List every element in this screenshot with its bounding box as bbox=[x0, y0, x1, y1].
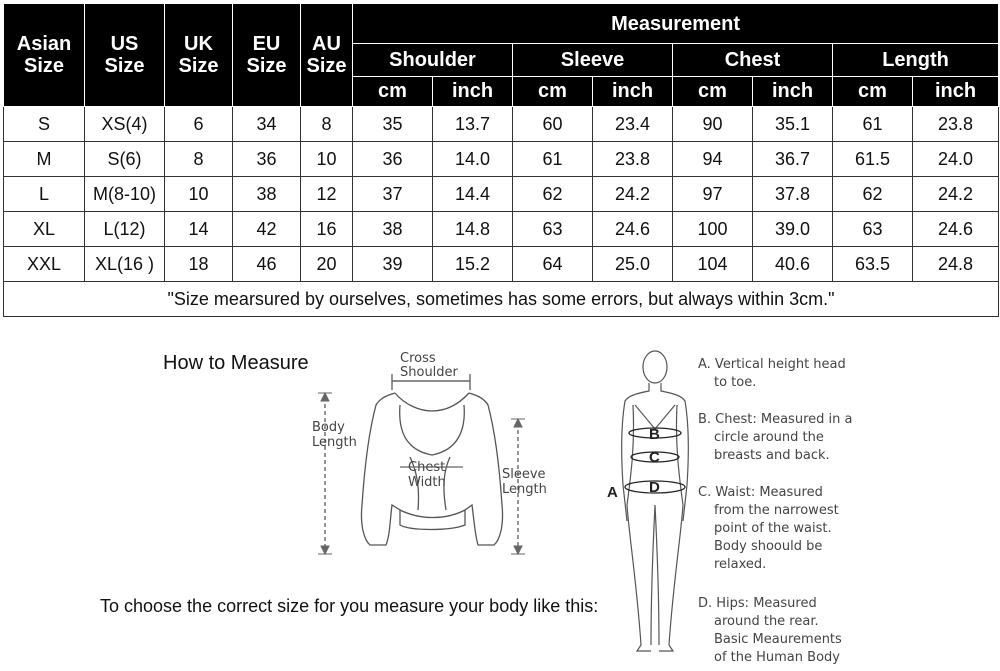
table-cell: 90 bbox=[673, 107, 753, 142]
table-cell: 97 bbox=[673, 177, 753, 212]
body-length-label: Body bbox=[312, 420, 345, 435]
table-cell: 94 bbox=[673, 142, 753, 177]
unit-inch: inch bbox=[433, 77, 513, 107]
header-measurement: Measurement bbox=[353, 4, 999, 44]
table-cell: 36.7 bbox=[753, 142, 833, 177]
table-cell: 36 bbox=[233, 142, 301, 177]
table-cell: 63.5 bbox=[833, 247, 913, 282]
table-cell: M bbox=[4, 142, 85, 177]
table-cell: 24.2 bbox=[593, 177, 673, 212]
table-cell: 18 bbox=[165, 247, 233, 282]
table-cell: 14.0 bbox=[433, 142, 513, 177]
table-cell: 34 bbox=[233, 107, 301, 142]
table-cell: 10 bbox=[165, 177, 233, 212]
table-cell: 100 bbox=[673, 212, 753, 247]
table-cell: 104 bbox=[673, 247, 753, 282]
table-cell: 63 bbox=[833, 212, 913, 247]
table-cell: S(6) bbox=[85, 142, 165, 177]
marker-c: C bbox=[649, 449, 660, 466]
header-sleeve: Sleeve bbox=[513, 44, 673, 77]
table-cell: 20 bbox=[301, 247, 353, 282]
table-cell: XL(16 ) bbox=[85, 247, 165, 282]
table-cell: 23.4 bbox=[593, 107, 673, 142]
legend-b: B. Chest: Measured in a circle around the breasts and back. bbox=[698, 412, 853, 463]
table-cell: XXL bbox=[4, 247, 85, 282]
table-cell: 39 bbox=[353, 247, 433, 282]
table-cell: 36 bbox=[353, 142, 433, 177]
table-cell: 24.8 bbox=[913, 247, 999, 282]
table-cell: L(12) bbox=[85, 212, 165, 247]
chest-width-label: Chest bbox=[408, 460, 446, 475]
table-cell: 23.8 bbox=[913, 107, 999, 142]
chest-width-label-line2: Width bbox=[408, 475, 446, 490]
table-cell: 37 bbox=[353, 177, 433, 212]
unit-cm: cm bbox=[353, 77, 433, 107]
table-cell: 64 bbox=[513, 247, 593, 282]
unit-inch: inch bbox=[753, 77, 833, 107]
header-shoulder: Shoulder bbox=[353, 44, 513, 77]
table-cell: 8 bbox=[165, 142, 233, 177]
unit-inch: inch bbox=[593, 77, 673, 107]
table-cell: 8 bbox=[301, 107, 353, 142]
table-cell: 24.6 bbox=[593, 212, 673, 247]
choose-size-note: To choose the correct size for you measure your body like this: bbox=[100, 596, 599, 616]
table-cell: 39.0 bbox=[753, 212, 833, 247]
table-row bbox=[4, 247, 999, 282]
table-row bbox=[4, 177, 999, 212]
table-cell: 23.8 bbox=[593, 142, 673, 177]
measurement-note: "Size mearsured by ourselves, sometimes has some errors, but always within 3cm." bbox=[4, 282, 999, 317]
unit-cm: cm bbox=[673, 77, 753, 107]
table-cell: 42 bbox=[233, 212, 301, 247]
table-cell: 14 bbox=[165, 212, 233, 247]
body-length-label-line2: Length bbox=[312, 435, 357, 450]
table-cell: 6 bbox=[165, 107, 233, 142]
header-uk-size: UK Size bbox=[165, 4, 233, 107]
legend-a: A. Vertical height head to toe. bbox=[698, 357, 846, 390]
table-cell: 35 bbox=[353, 107, 433, 142]
header-us-size: US Size bbox=[85, 4, 165, 107]
table-cell: 38 bbox=[233, 177, 301, 212]
sleeve-length-label-line2: Length bbox=[502, 482, 547, 497]
table-row bbox=[4, 107, 999, 142]
table-cell: S bbox=[4, 107, 85, 142]
size-chart-table bbox=[3, 3, 999, 317]
header-eu-size: EU Size bbox=[233, 4, 301, 107]
table-cell: 15.2 bbox=[433, 247, 513, 282]
table-cell: 62 bbox=[833, 177, 913, 212]
table-cell: 63 bbox=[513, 212, 593, 247]
header-au-size: AU Size bbox=[301, 4, 353, 107]
unit-cm: cm bbox=[833, 77, 913, 107]
table-row bbox=[4, 212, 999, 247]
header-chest: Chest bbox=[673, 44, 833, 77]
unit-inch: inch bbox=[913, 77, 999, 107]
table-cell: 24.6 bbox=[913, 212, 999, 247]
table-row bbox=[4, 142, 999, 177]
table-cell: XL bbox=[4, 212, 85, 247]
table-cell: 62 bbox=[513, 177, 593, 212]
table-cell: 24.0 bbox=[913, 142, 999, 177]
table-cell: 24.2 bbox=[913, 177, 999, 212]
table-cell: 61.5 bbox=[833, 142, 913, 177]
table-cell: 10 bbox=[301, 142, 353, 177]
marker-a: A bbox=[607, 484, 618, 501]
sleeve-length-label: Sleeve bbox=[502, 467, 546, 482]
table-cell: 40.6 bbox=[753, 247, 833, 282]
table-cell: 37.8 bbox=[753, 177, 833, 212]
table-cell: 12 bbox=[301, 177, 353, 212]
table-cell: 46 bbox=[233, 247, 301, 282]
body-measure-diagram bbox=[597, 345, 697, 665]
table-cell: 25.0 bbox=[593, 247, 673, 282]
table-cell: 35.1 bbox=[753, 107, 833, 142]
unit-cm: cm bbox=[513, 77, 593, 107]
table-cell: 61 bbox=[513, 142, 593, 177]
how-to-measure-title: How to Measure bbox=[163, 352, 309, 374]
table-cell: 38 bbox=[353, 212, 433, 247]
table-cell: 14.8 bbox=[433, 212, 513, 247]
table-cell: 13.7 bbox=[433, 107, 513, 142]
table-cell: 14.4 bbox=[433, 177, 513, 212]
table-cell: L bbox=[4, 177, 85, 212]
table-cell: M(8-10) bbox=[85, 177, 165, 212]
shirt-measure-diagram bbox=[300, 345, 560, 567]
header-asian-size: Asian Size bbox=[4, 4, 85, 107]
table-cell: 60 bbox=[513, 107, 593, 142]
legend-c: C. Waist: Measured from the narrowest point of the waist. Body shoould be relaxed. bbox=[698, 485, 839, 572]
marker-d: D bbox=[649, 479, 660, 496]
table-cell: 16 bbox=[301, 212, 353, 247]
header-length: Length bbox=[833, 44, 999, 77]
table-cell: XS(4) bbox=[85, 107, 165, 142]
marker-b: B bbox=[649, 426, 660, 443]
cross-shoulder-label: Cross bbox=[400, 351, 436, 366]
cross-shoulder-label-line2: Shoulder bbox=[400, 365, 458, 380]
table-cell: 61 bbox=[833, 107, 913, 142]
legend-d: D. Hips: Measured around the rear. Basic Meaurements of the Human Body bbox=[698, 596, 842, 665]
